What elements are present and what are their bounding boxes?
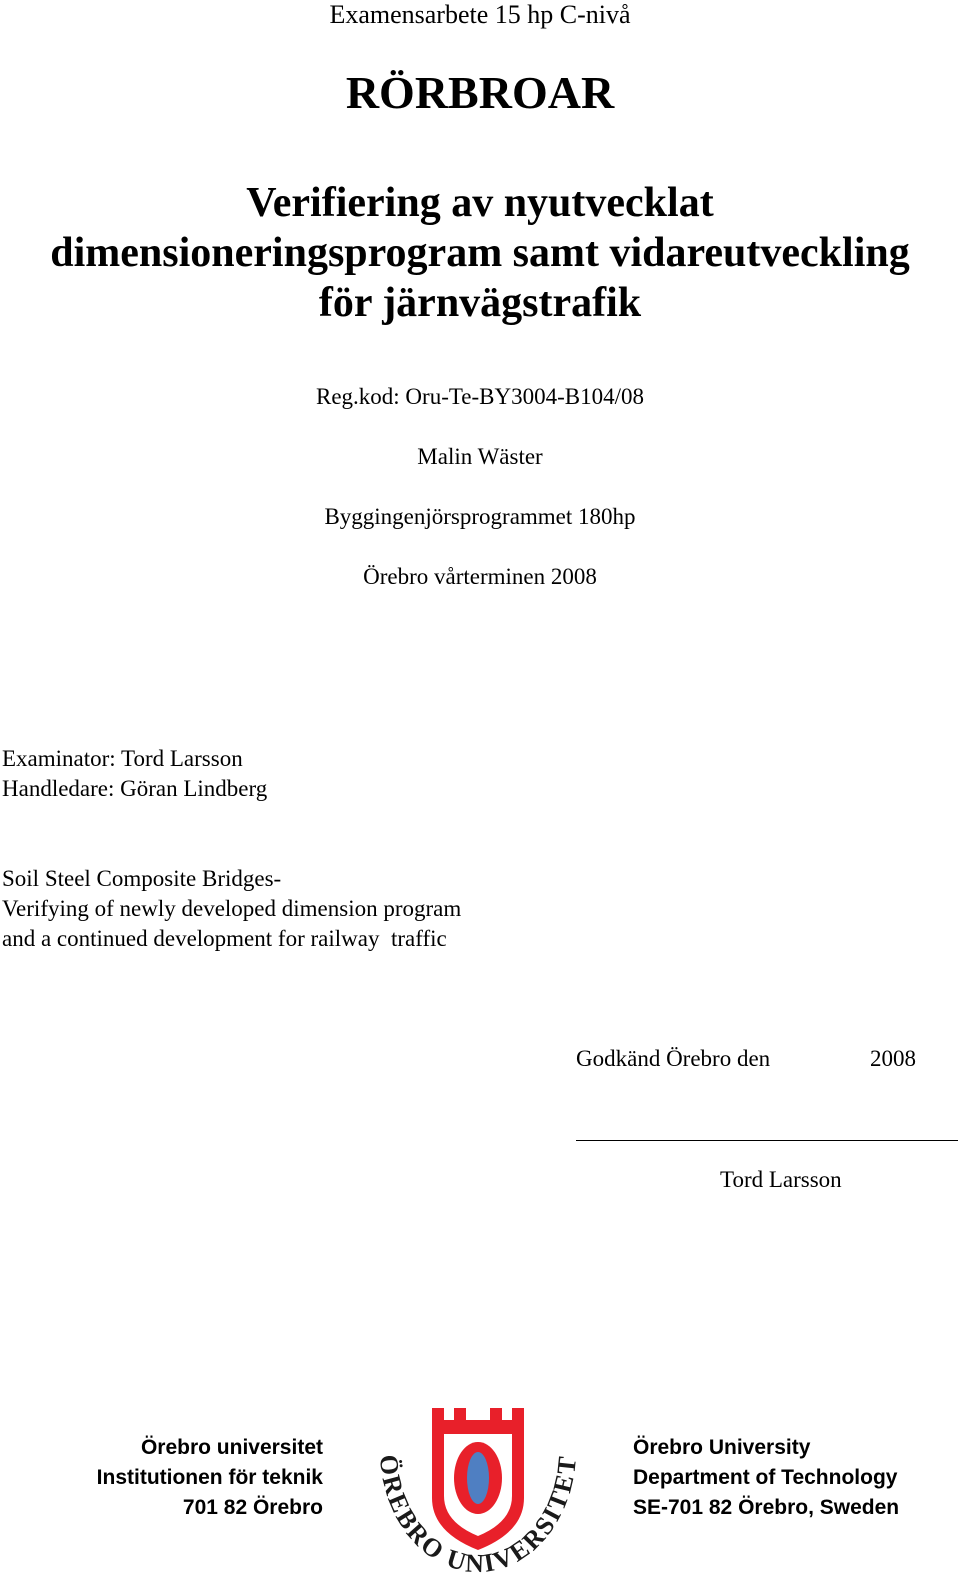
footer-right-line-1: Örebro University [633,1436,811,1459]
author-name: Malin Wäster [417,444,543,469]
footer-left-line-2: Institutionen för teknik [96,1466,323,1489]
signer-name: Tord Larsson [720,1167,842,1192]
subtitle-line-1: Verifiering av nyutvecklat [246,180,714,226]
footer-left-line-1: Örebro universitet [140,1436,323,1459]
logo-letter-o-center [467,1452,489,1504]
registration-code: Reg.kod: Oru-Te-BY3004-B104/08 [315,384,645,409]
footer-left-line-3: 701 82 Örebro [182,1496,323,1519]
supervisor: Handledare: Göran Lindberg [2,776,268,801]
signature-line [576,1140,958,1141]
study-program: Byggingenjörsprogrammet 180hp [324,504,636,529]
approval-year: 2008 [870,1046,916,1071]
english-title-line-3: and a continued development for railway traffic [2,926,447,951]
english-title-line-1: Soil Steel Composite Bridges- [2,866,282,891]
logo-ring-text: ÖREBRO UNIVERSITET [373,1453,583,1579]
subtitle-line-2: dimensioneringsprogram samt vidareutveckling [50,230,910,276]
exam-type: Examensarbete 15 hp C-nivå [329,0,631,29]
approval-text: Godkänd Örebro den [576,1046,771,1071]
footer-right-line-2: Department of Technology [633,1466,898,1489]
university-logo [358,1400,598,1582]
term: Örebro vårterminen 2008 [363,564,597,589]
english-title-line-2: Verifying of newly developed dimension program [2,896,462,921]
logo-umlaut-right [487,1425,496,1434]
logo-umlaut-left [460,1425,469,1434]
examiner: Examinator: Tord Larsson [2,746,243,771]
page-title: RÖRBROAR [345,67,615,118]
footer-right-line-3: SE-701 82 Örebro, Sweden [633,1496,900,1519]
subtitle-line-3: för järnvägstrafik [318,280,642,326]
